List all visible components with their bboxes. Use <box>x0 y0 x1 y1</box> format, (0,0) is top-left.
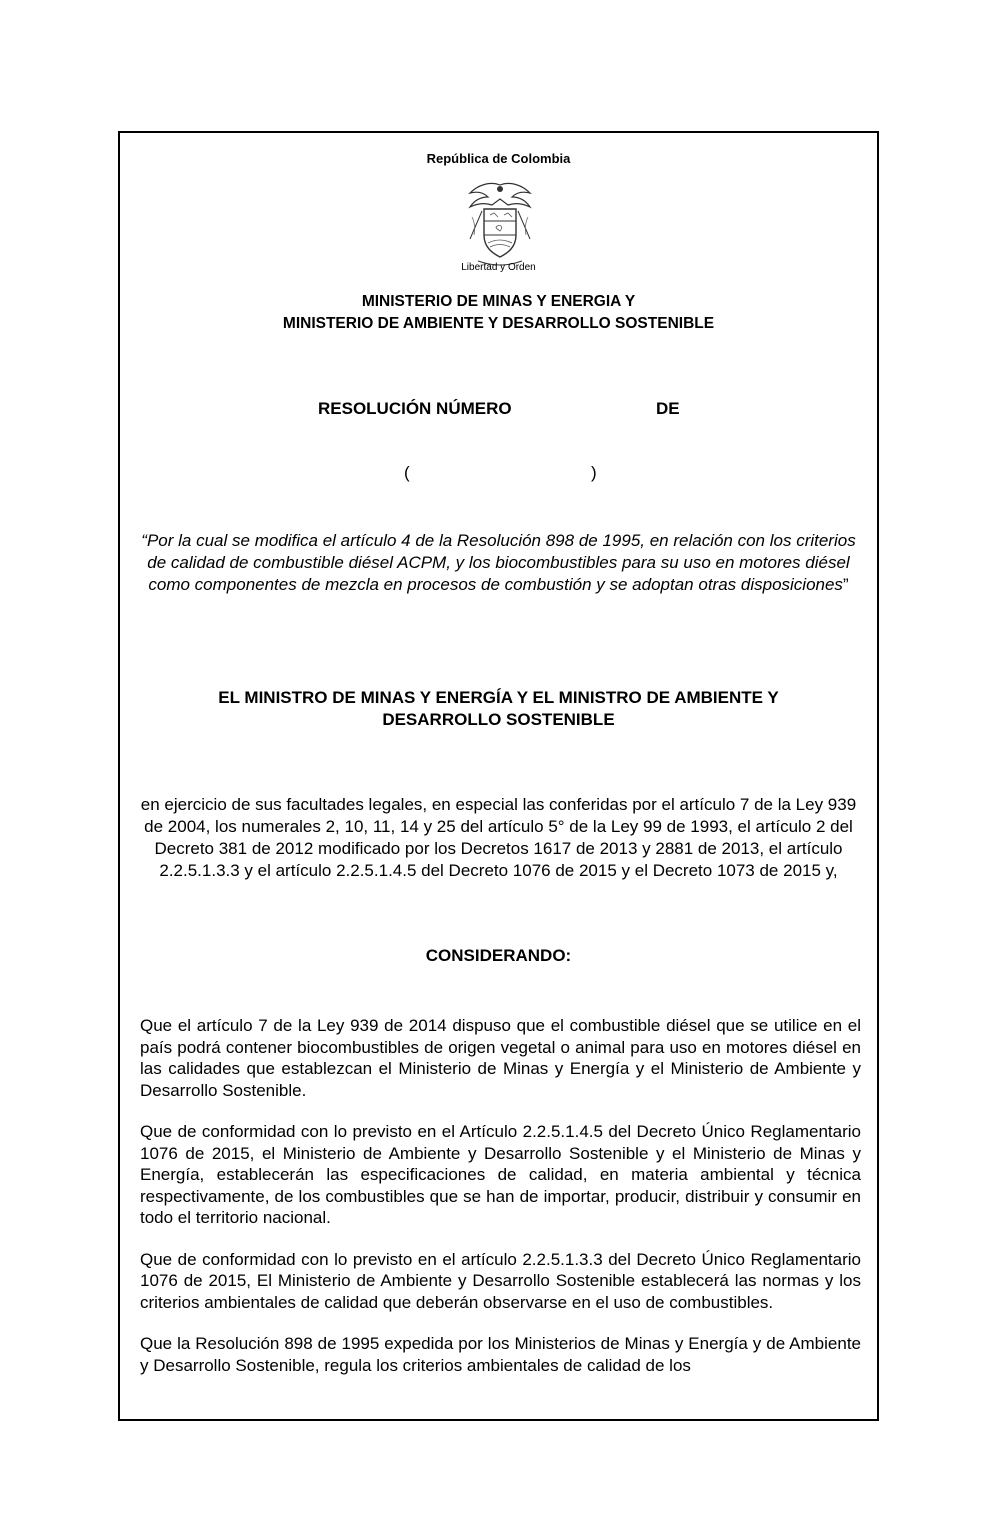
consideration-paragraph: Que de conformidad con lo previsto en el Artículo 2.2.5.1.4.5 del Decreto Único Reglamentario 1076 de 2015, el Ministerio de Ambiente y Desarrollo Sostenible y el Ministerio de Minas y Energía, establecerán las especificaciones de calidad, en materia ambiental y técnica respectivamente, de los combustibles que se han de importar, producir, distribuir y consumir en todo el territorio nacional. <box>140 1122 861 1227</box>
subject-open-quote: “ <box>141 531 147 550</box>
resolution-de-label: DE <box>656 399 680 418</box>
ministries-heading <box>120 291 877 335</box>
consideration-paragraph: Que el artículo 7 de la Ley 939 de 2014 dispuso que el combustible diésel que se utilice en el país podrá contener biocombustibles de origen vegetal o animal para uso en motores diésel en las calidades que establezcan el Ministerio de Minas y Energía y el Ministerio de Ambiente y Desarrollo Sostenible. <box>140 1016 861 1100</box>
subject-close-quote: ” <box>842 575 849 594</box>
authority-heading: EL MINISTRO DE MINAS Y ENERGÍA Y EL MINISTRO DE AMBIENTE Y DESARROLLO SOSTENIBLE <box>218 688 779 729</box>
ministry-line-1: MINISTERIO DE MINAS Y ENERGIA Y <box>361 293 636 310</box>
resolution-number-label: RESOLUCIÓN NÚMERO <box>318 399 512 418</box>
date-paren-open: ( <box>404 463 410 482</box>
consideration-paragraph: Que de conformidad con lo previsto en el artículo 2.2.5.1.3.3 del Decreto Único Reglamentario 1076 de 2015, El Ministerio de Ambiente y Desarrollo Sostenible establecerá las normas y los criterios ambientales de calidad que deberán observarse en el uso de combustibles. <box>140 1249 861 1312</box>
document-frame <box>118 131 879 1421</box>
subject-text: Por la cual se modifica el artículo 4 de la Resolución 898 de 1995, en relación con los criterios de calidad de combustible diésel ACPM, y los biocombustibles para su uso en motores diésel como componentes de mezcla en procesos de combustión y se adoptan otras disposiciones <box>146 531 856 594</box>
consideration-paragraph: Que la Resolución 898 de 1995 expedida por los Ministerios de Minas y Energía y de Ambiente y Desarrollo Sostenible, regula los criterios ambientales de calidad de los <box>140 1334 861 1375</box>
republic-name: República de Colombia <box>426 151 571 166</box>
legal-powers-paragraph: en ejercicio de sus facultades legales, en especial las conferidas por el artículo 7 de la Ley 939 de 2004, los numerales 2, 10, 11, 14 y 25 del artículo 5° de la Ley 99 de 1993, el artículo 2 del Decreto 381 de 2012 modificado por los Decretos 1617 de 2013 y 2881 de 2013, el artículo 2.2.5.1.3.3 y el artículo 2.2.5.1.4.5 del Decreto 1076 de 2015 y el Decreto 1073 de 2015 y, <box>140 795 857 880</box>
considering-heading: CONSIDERANDO: <box>425 946 572 965</box>
motto-text: Libertad y Orden <box>461 262 536 273</box>
ministry-line-2: MINISTERIO DE AMBIENTE Y DESARROLLO SOSTENIBLE <box>282 315 715 332</box>
date-paren-close: ) <box>591 463 597 482</box>
considerations-body <box>140 1015 861 1396</box>
resolution-subject <box>140 530 857 596</box>
